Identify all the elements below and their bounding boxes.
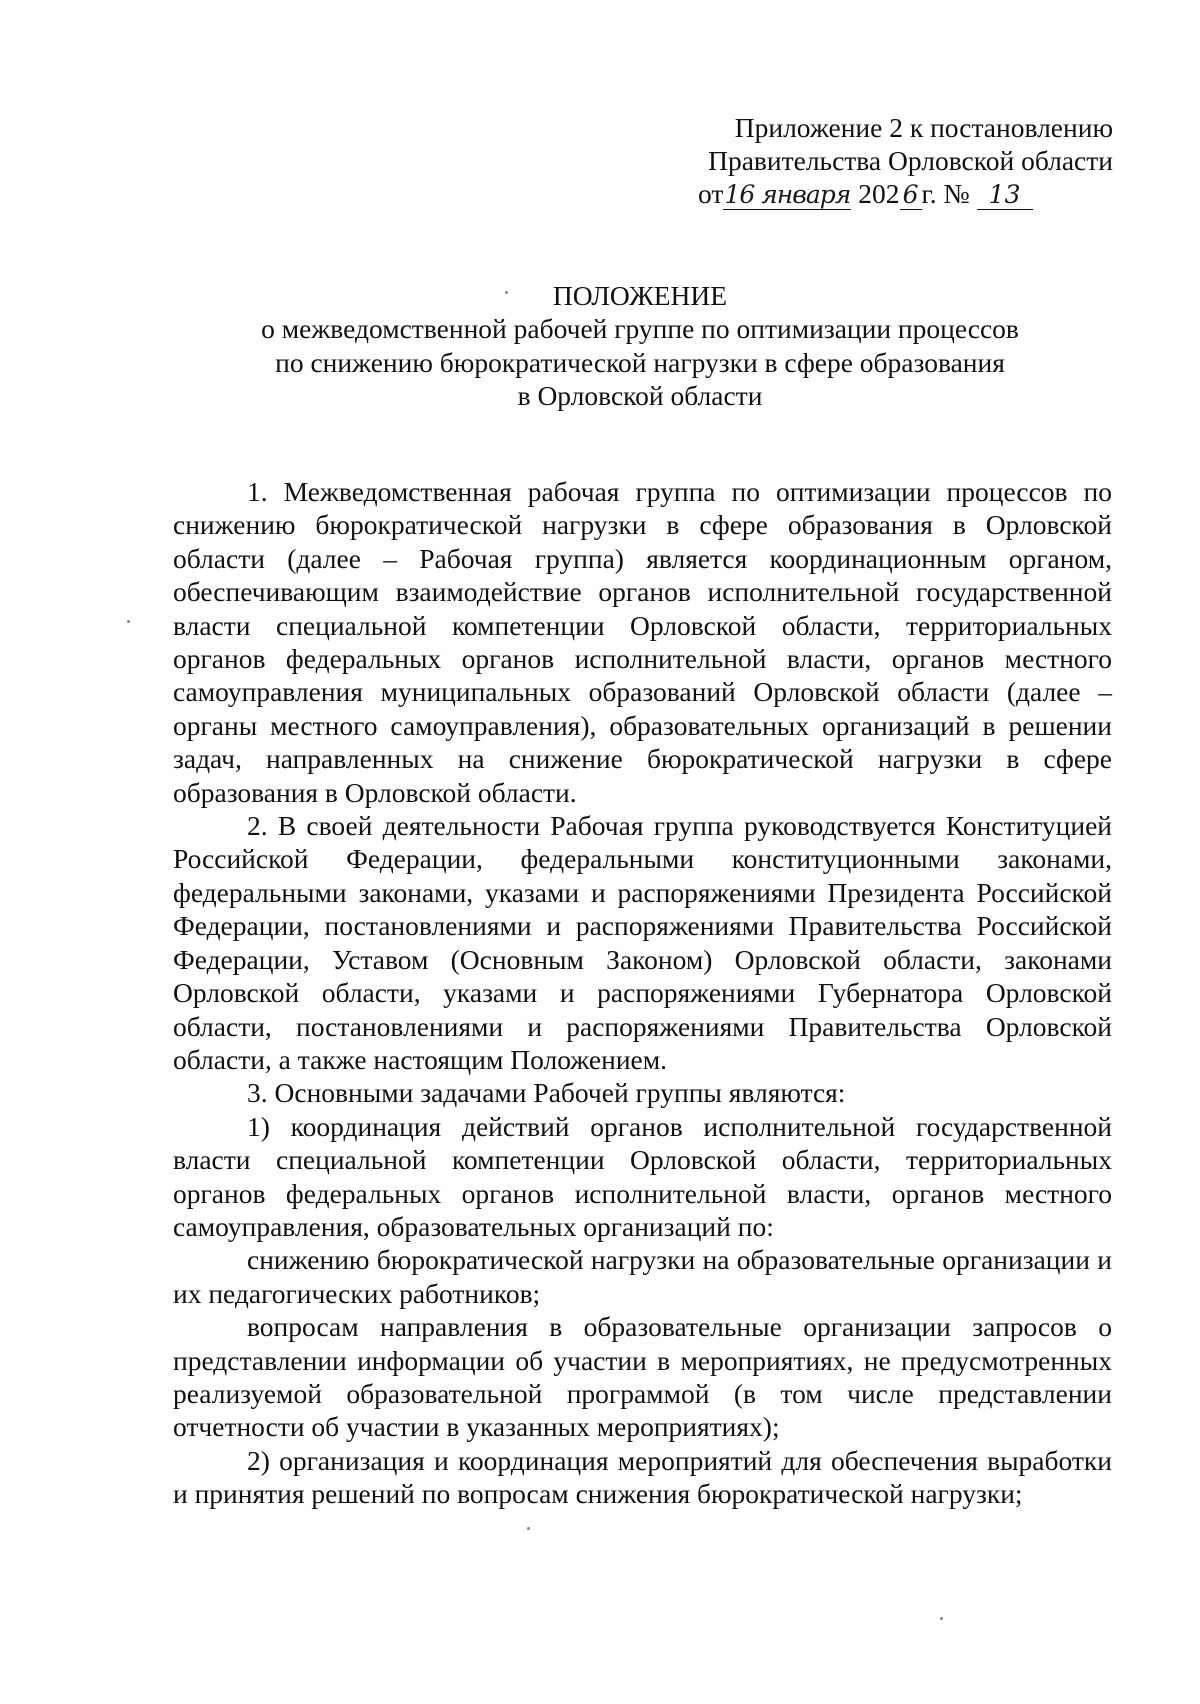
annex-header <box>693 111 1113 210</box>
year-prefix: 202 <box>858 178 900 209</box>
paragraph-3-item-1-sub-b: вопросам направления в образовательные организации запросов о представлении информации об участии в мероприятиях, не предусмотренных реализуемой образовательной программой (в том числе представлении отчетности об участии в указанных мероприятиях); <box>173 1311 1112 1443</box>
scan-speck <box>940 1617 943 1620</box>
paragraph-3-item-1-sub-a: снижению бюрократической нагрузки на образовательные организации и их педагогических работников; <box>173 1244 1112 1309</box>
scan-speck <box>127 620 130 623</box>
handwritten-date: 16 января <box>724 180 851 209</box>
title-heading: ПОЛОЖЕНИЕ <box>552 280 728 311</box>
annex-date-line <box>693 177 1113 210</box>
title-line-3: в Орловской области <box>517 380 763 412</box>
scan-speck <box>527 1527 530 1530</box>
paragraph-1: 1. Межведомственная рабочая группа по оптимизации процессов по снижению бюрократической нагрузки в сфере образования в Орловской области (далее – Рабочая группа) является координационным органом, обеспечивающим взаимодействие органов исполнительной государственной власти специальной компетенции Орловской области, территориальных органов федеральных органов исполнительной власти, органов местного самоуправления муниципальных образований Орловской области (далее – органы местного самоуправления), образовательных организаций в решении задач, направленных на снижение бюрократической нагрузки в сфере образования в Орловской области. <box>173 476 1112 808</box>
year-suffix: г. № <box>921 178 970 209</box>
date-prefix: от <box>698 178 724 209</box>
paragraph-3-item-1: 1) координация действий органов исполнительной государственной власти специальной компетенции Орловской области, территориальных органов федеральных органов исполнительной власти, органов местного самоуправления, образовательных организаций по: <box>173 1110 1112 1242</box>
paragraph-3-item-2: 2) организация и координация мероприятий для обеспечения выработки и принятия решений по вопросам снижения бюрократической нагрузки; <box>173 1444 1112 1510</box>
title-line-2: по снижению бюрократической нагрузки в сфере образования <box>275 346 1005 378</box>
paragraph-2: 2. В своей деятельности Рабочая группа руководствуется Конституцией Российской Федерации, федеральными конституционными законами, федеральными законами, указами и распоряжениями Президента Российской Федерации, постановлениями и распоряжениями Правительства Российской Федерации, Уставом (Основным Законом) Орловской области, законами Орловской области, указами и распоряжениями Губернатора Орловской области, постановлениями и распоряжениями Правительства Орловской области, а также настоящим Положением. <box>173 810 1112 1075</box>
handwritten-year: 6 <box>900 181 922 210</box>
document-title <box>150 279 1130 413</box>
annex-line-1: Приложение 2 к постановлению <box>734 112 1113 143</box>
document-body <box>173 475 1112 1511</box>
scan-speck <box>505 291 508 294</box>
annex-line-2: Правительства Орловской области <box>708 145 1113 176</box>
title-line-1: о межведомственной рабочей группе по оптимизации процессов <box>261 313 1019 345</box>
paragraph-3: 3. Основными задачами Рабочей группы являются: <box>247 1077 846 1109</box>
handwritten-number: 13 <box>977 181 1033 210</box>
